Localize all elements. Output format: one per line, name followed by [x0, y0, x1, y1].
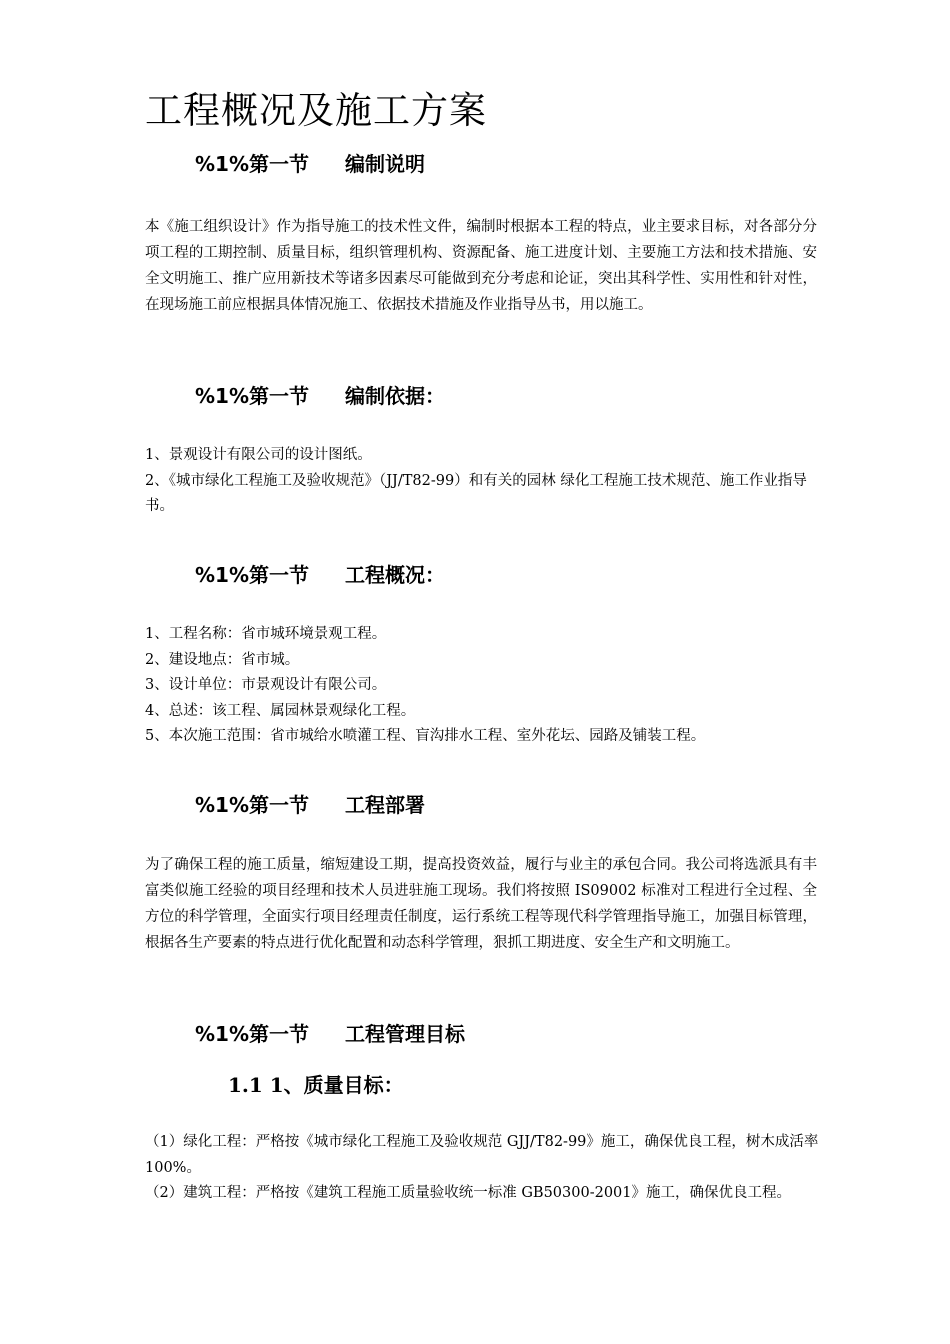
section-heading-compilation-notes: [195, 150, 425, 178]
section-paragraph: 为了确保工程的施工质量，缩短建设工期，提高投资效益，履行与业主的承包合同。我公司将选派具有丰富类似施工经验的项目经理和技术人员进驻施工现场。我们将按照 IS09002 标准对工程进行全过程、全方位的科学管理，全面实行项目经理责任制度，运行系统工程等现代科学管理指导施工，加强目标管理，根据各生产要素的特点进行优化配置和动态科学管理，狠抓工期进度、安全生产和文明施工。: [145, 857, 817, 951]
section-title: 编制说明: [345, 152, 425, 176]
list-item: 3、设计单位：市景观设计有限公司。: [145, 677, 387, 693]
list-item: 4、总述：该工程、属园林景观绿化工程。: [145, 702, 416, 719]
quality-goals-list: [145, 1130, 825, 1207]
list-item: 1、工程名称：省市城环境景观工程。: [145, 626, 387, 642]
section-heading-project-overview: [195, 561, 445, 589]
section-prefix: %1%第一节: [195, 384, 309, 408]
section-prefix: %1%第一节: [195, 152, 309, 176]
subsection-heading-quality-goals: 1.1 1、质量目标：: [228, 1073, 404, 1097]
list-item: 2、《城市绿化工程施工及验收规范》（JJ/T82-99）和有关的园林 绿化工程施工技术规范、施工作业指导书。: [145, 472, 807, 514]
list-item: （1）绿化工程：严格按《城市绿化工程施工及验收规范 GJJ/T82-99》施工，确保优良工程，树木成活率 100%。: [145, 1134, 819, 1176]
section-paragraph: 本《施工组织设计》作为指导施工的技术性文件，编制时根据本工程的特点，业主要求目标，对各部分分项工程的工期控制、质量目标，组织管理机构、资源配备、施工进度计划、主要施工方法和技术措施、安全文明施工、推广应用新技术等诸多因素尽可能做到充分考虑和论证，突出其科学性、实用性和针对性，在现场施工前应根据具体情况施工、依据技术措施及作业指导丛书，用以施工。: [145, 219, 817, 313]
section-heading-compilation-basis: [195, 382, 445, 410]
section-prefix: %1%第一节: [195, 1022, 309, 1046]
section-title: 工程管理目标: [345, 1022, 465, 1046]
section-heading-project-deployment: [195, 791, 425, 819]
overview-list: [145, 622, 825, 750]
document-title: 工程概况及施工方案: [145, 89, 487, 132]
section-title: 编制依据：: [345, 384, 445, 408]
list-item: 5、本次施工范围：省市城给水喷灌工程、盲沟排水工程、室外花坛、园路及铺装工程。: [145, 728, 706, 744]
section-title: 工程部署: [345, 793, 425, 817]
section-heading-management-goals: [195, 1020, 465, 1048]
basis-list: [145, 443, 825, 520]
list-item: 1、景观设计有限公司的设计图纸。: [145, 447, 372, 463]
list-item: （2）建筑工程：严格按《建筑工程施工质量验收统一标准 GB50300-2001》施工，确保优良工程。: [145, 1185, 791, 1201]
section-title: 工程概况：: [345, 563, 445, 587]
section-prefix: %1%第一节: [195, 793, 309, 817]
section-prefix: %1%第一节: [195, 563, 309, 587]
list-item: 2、建设地点：省市城。: [145, 651, 300, 668]
